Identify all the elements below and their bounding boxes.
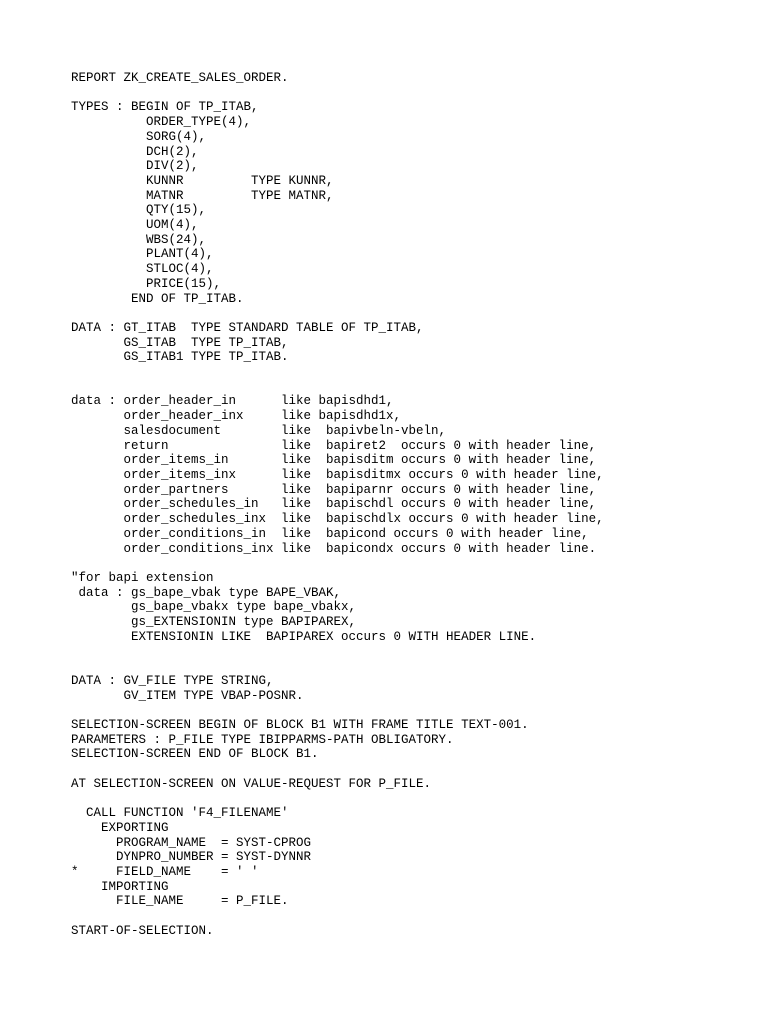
code-line: data : order_header_in like bapisdhd1, (71, 394, 394, 409)
code-line: EXPORTING (71, 820, 169, 835)
code-line: IMPORTING (71, 879, 169, 894)
abap-source-code (71, 71, 761, 938)
code-line: DIV(2), (71, 159, 199, 174)
code-line: DCH(2), (71, 144, 199, 159)
document-page (71, 71, 761, 938)
code-line: PLANT(4), (71, 247, 214, 262)
code-line: return like bapiret2 occurs 0 with header line, (71, 438, 597, 453)
code-line: SELECTION-SCREEN END OF BLOCK B1. (71, 747, 319, 762)
code-line: GV_ITEM TYPE VBAP-POSNR. (71, 688, 304, 703)
code-line: START-OF-SELECTION. (71, 923, 214, 938)
code-line: order_schedules_inx like bapischdlx occurs 0 with header line, (71, 512, 604, 527)
code-line: MATNR TYPE MATNR, (71, 188, 334, 203)
code-line: WBS(24), (71, 232, 207, 247)
code-line: END OF TP_ITAB. (71, 291, 244, 306)
code-line: SELECTION-SCREEN BEGIN OF BLOCK B1 WITH FRAME TITLE TEXT-001. (71, 717, 529, 732)
code-line: order_items_inx like bapisditmx occurs 0 with header line, (71, 467, 604, 482)
code-line: TYPES : BEGIN OF TP_ITAB, (71, 100, 259, 115)
code-line: PRICE(15), (71, 276, 222, 291)
code-line: order_partners like bapiparnr occurs 0 with header line, (71, 482, 597, 497)
code-line: SORG(4), (71, 129, 207, 144)
code-line: "for bapi extension (71, 570, 214, 585)
code-line: data : gs_bape_vbak type BAPE_VBAK, (71, 585, 342, 600)
code-line: PROGRAM_NAME = SYST-CPROG (71, 835, 312, 850)
code-line: GS_ITAB TYPE TP_ITAB, (71, 335, 289, 350)
code-line: AT SELECTION-SCREEN ON VALUE-REQUEST FOR P_FILE. (71, 776, 432, 791)
code-line: PARAMETERS : P_FILE TYPE IBIPPARMS-PATH OBLIGATORY. (71, 732, 454, 747)
code-line: KUNNR TYPE KUNNR, (71, 173, 334, 188)
code-line: order_items_in like bapisditm occurs 0 with header line, (71, 453, 597, 468)
code-line: STLOC(4), (71, 262, 214, 277)
code-line: QTY(15), (71, 203, 207, 218)
code-line: DYNPRO_NUMBER = SYST-DYNNR (71, 850, 312, 865)
code-line: DATA : GT_ITAB TYPE STANDARD TABLE OF TP_ITAB, (71, 320, 424, 335)
code-line: EXTENSIONIN LIKE BAPIPAREX occurs 0 WITH HEADER LINE. (71, 629, 537, 644)
code-line: DATA : GV_FILE TYPE STRING, (71, 673, 274, 688)
code-line: order_schedules_in like bapischdl occurs 0 with header line, (71, 497, 597, 512)
code-line: order_header_inx like bapisdhd1x, (71, 409, 402, 424)
code-line: UOM(4), (71, 218, 199, 233)
code-line: REPORT ZK_CREATE_SALES_ORDER. (71, 71, 289, 85)
code-line: GS_ITAB1 TYPE TP_ITAB. (71, 350, 289, 365)
code-line: order_conditions_inx like bapicondx occurs 0 with header line. (71, 541, 597, 556)
code-line: salesdocument like bapivbeln-vbeln, (71, 423, 447, 438)
code-line: FILE_NAME = P_FILE. (71, 894, 289, 909)
code-line: CALL FUNCTION 'F4_FILENAME' (71, 806, 289, 821)
code-line: gs_bape_vbakx type bape_vbakx, (71, 600, 357, 615)
code-line: order_conditions_in like bapicond occurs 0 with header line, (71, 526, 589, 541)
code-line: * FIELD_NAME = ' ' (71, 864, 259, 879)
code-line: gs_EXTENSIONIN type BAPIPAREX, (71, 615, 357, 630)
code-line: ORDER_TYPE(4), (71, 115, 252, 130)
